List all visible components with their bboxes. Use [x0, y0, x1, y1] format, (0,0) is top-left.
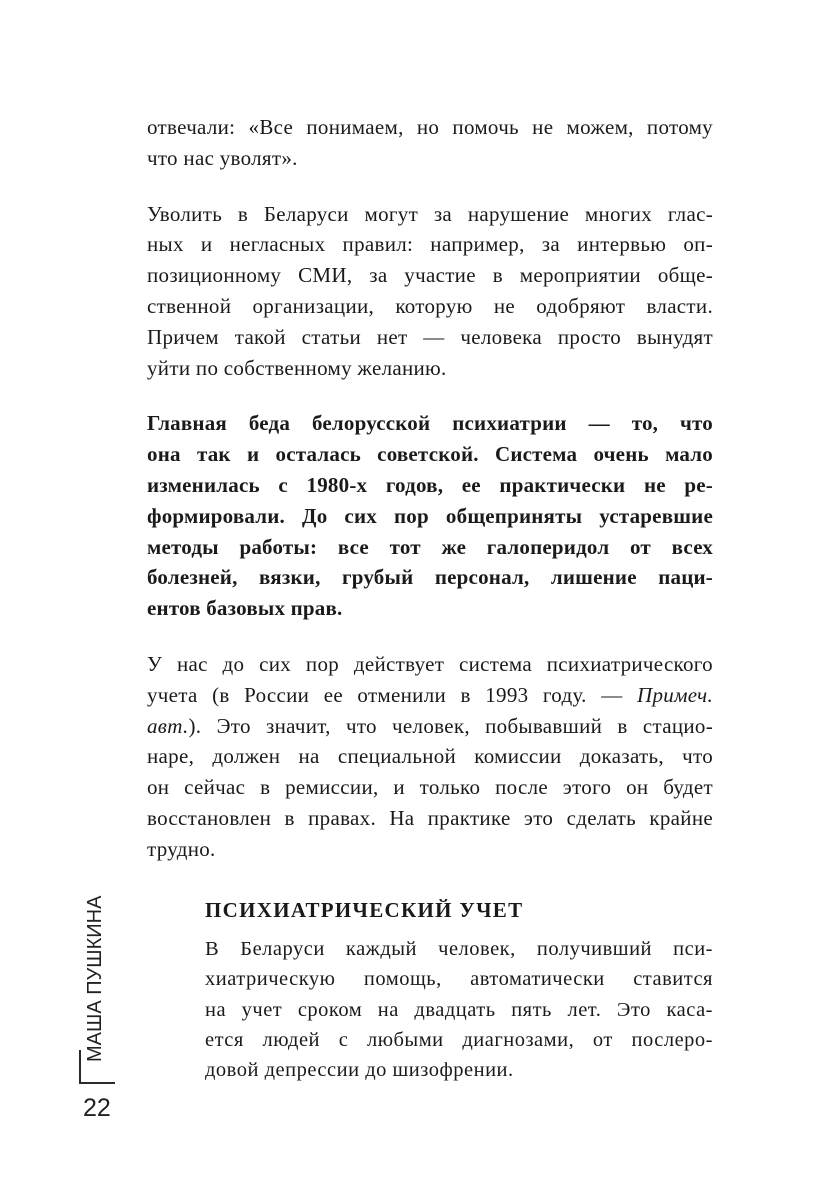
- running-head-vertical-rule: [79, 1050, 81, 1083]
- text-line: формировали. До сих пор общеприняты устаревшие: [147, 503, 713, 528]
- text-segment: ). Это значит, что человек, побывавший в стацио-: [188, 713, 713, 738]
- text-line: что нас уволят».: [147, 145, 298, 170]
- text-line: хиатрическую помощь, автоматически ставится: [205, 968, 713, 991]
- text-line: Главная беда белорусской психиатрии — то, что: [147, 411, 713, 436]
- page-number: 22: [83, 1094, 111, 1122]
- text-segment: учета (в России ее отменили в 1993 году. —: [147, 682, 638, 707]
- text-line: трудно.: [147, 836, 216, 861]
- text-line: позиционному СМИ, за участие в мероприятии обще-: [147, 263, 713, 288]
- text-line: она так и осталась советской. Система очень мало: [147, 442, 713, 467]
- text-line: [147, 680, 713, 711]
- text-line: отвечали: «Все понимаем, но помочь не можем, потому: [147, 115, 713, 139]
- text-line: наре, должен на специальной комиссии доказать, что: [147, 744, 713, 769]
- text-line: У нас до сих пор действует система психиатрического: [147, 651, 713, 676]
- italic-segment: Примеч.: [637, 682, 713, 707]
- text-line: изменилась с 1980-х годов, ее практически не ре-: [147, 472, 713, 497]
- text-line: болезней, вязки, грубый персонал, лишение паци-: [147, 565, 713, 590]
- text-line: уйти по собственному желанию.: [147, 355, 447, 380]
- running-head-author: МАША ПУШКИНА: [84, 895, 106, 1062]
- italic-segment: авт.: [147, 713, 189, 738]
- text-line: Причем такой статьи нет — человека просто вынудят: [147, 324, 713, 349]
- text-line: ственной организации, которую не одобряют власти.: [147, 293, 713, 318]
- text-line: ных и негласных правил: например, за интервью оп-: [147, 232, 713, 257]
- text-line: на учет сроком на двадцать пять лет. Это каса-: [205, 998, 713, 1021]
- text-line: [147, 711, 713, 742]
- text-line: он сейчас в ремиссии, и только после этого он будет: [147, 775, 713, 800]
- text-line: ентов базовых прав.: [147, 596, 343, 621]
- text-line: методы работы: все тот же галоперидол от всех: [147, 534, 713, 559]
- paragraph: [147, 649, 713, 865]
- sidebar-box: [205, 894, 713, 1085]
- paragraph: [147, 112, 713, 174]
- text-line: восстановлен в правах. На практике это сделать крайне: [147, 805, 713, 830]
- text-line: Уволить в Беларуси могут за нарушение многих глас-: [147, 201, 713, 226]
- sidebar-text: [205, 934, 713, 1085]
- text-line: довой депрессии до шизофрении.: [205, 1059, 514, 1082]
- sidebar-heading: ПСИХИАТРИЧЕСКИЙ УЧЕТ: [205, 898, 524, 922]
- body-text: [147, 112, 713, 890]
- running-head-horizontal-rule: [79, 1082, 115, 1084]
- text-line: ется людей с любыми диагнозами, от послеро-: [205, 1028, 713, 1051]
- bold-paragraph: [147, 408, 713, 624]
- paragraph: [147, 199, 713, 384]
- text-line: В Беларуси каждый человек, получивший пси-: [205, 938, 713, 960]
